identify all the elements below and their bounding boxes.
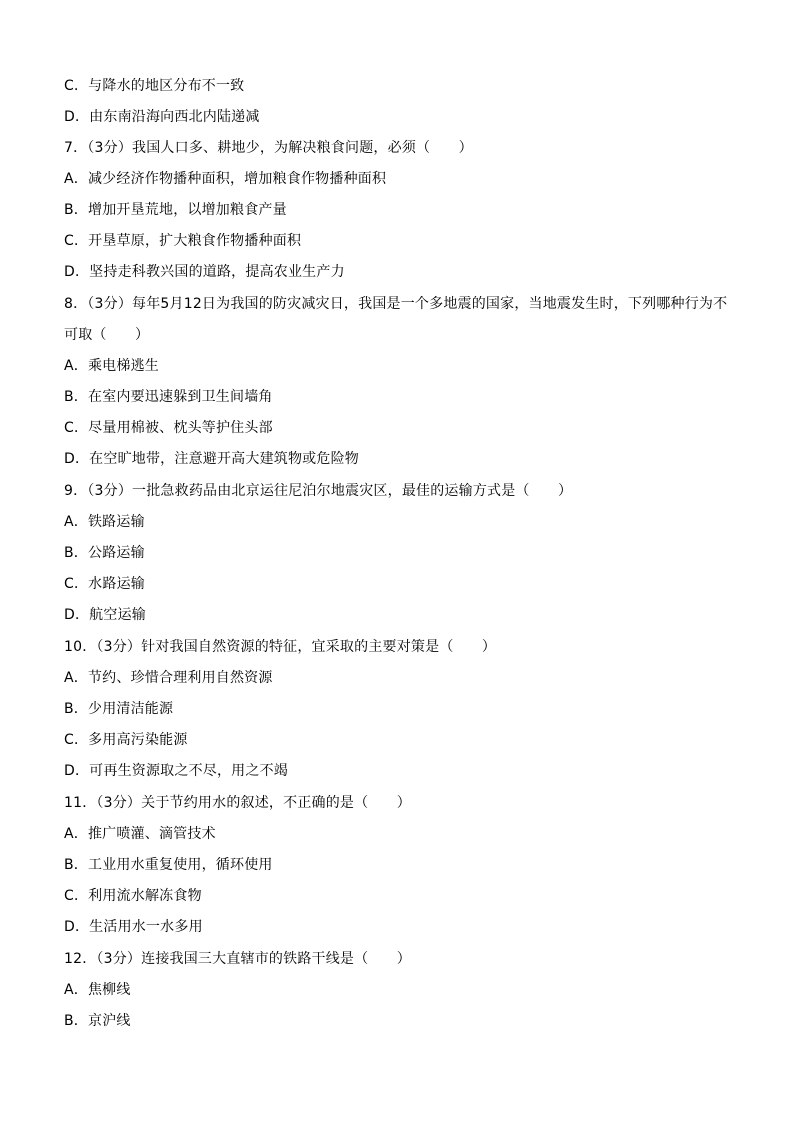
q9-option-b: B．公路运输 (64, 545, 145, 561)
q10-option-a: A．节约、珍惜合理利用自然资源 (64, 670, 273, 686)
q11-option-d: D．生活用水一水多用 (64, 919, 203, 935)
q9-option-d: D．航空运输 (64, 607, 146, 623)
q11-option-a: A．推广喷灌、滴管技术 (64, 826, 216, 842)
q11-stem: 11．（3分）关于节约用水的叙述，不正确的是（ ） (64, 795, 411, 811)
q8-option-d: D．在空旷地带，注意避开高大建筑物或危险物 (64, 451, 359, 467)
q9-option-a: A．铁路运输 (64, 514, 145, 530)
q8-stem-cont: 可取（ ） (64, 327, 150, 343)
q10-option-d: D．可再生资源取之不尽，用之不竭 (64, 763, 288, 779)
q8-option-a: A．乘电梯逃生 (64, 358, 159, 374)
q10-option-c: C．多用高污染能源 (64, 732, 188, 748)
q10-stem: 10．（3分）针对我国自然资源的特征，宜采取的主要对策是（ ） (64, 639, 497, 655)
q7-option-d: D．坚持走科教兴国的道路，提高农业生产力 (64, 264, 345, 280)
q12-stem: 12．（3分）连接我国三大直辖市的铁路干线是（ ） (64, 951, 411, 967)
q8-stem: 8．（3分）每年5月12日为我国的防灾减灾日，我国是一个多地震的国家，当地震发生时，下列哪种行为不 (64, 296, 728, 312)
q6-option-d: D．由东南沿海向西北内陆递减 (64, 109, 260, 125)
q7-option-c: C．开垦草原，扩大粮食作物播种面积 (64, 233, 302, 249)
q9-stem: 9．（3分）一批急救药品由北京运往尼泊尔地震灾区，最佳的运输方式是（ ） (64, 483, 573, 499)
q8-option-b: B．在室内要迅速躲到卫生间墙角 (64, 389, 273, 405)
q7-option-b: B．增加开垦荒地，以增加粮食产量 (64, 202, 287, 218)
q7-stem: 7．（3分）我国人口多、耕地少，为解决粮食问题，必须（ ） (64, 140, 473, 156)
q9-option-c: C．水路运输 (64, 576, 145, 592)
q11-option-b: B．工业用水重复使用，循环使用 (64, 857, 273, 873)
q11-option-c: C．利用流水解冻食物 (64, 888, 202, 904)
q10-option-b: B．少用清洁能源 (64, 701, 174, 717)
q8-option-c: C．尽量用棉被、枕头等护住头部 (64, 420, 273, 436)
q6-option-c: C．与降水的地区分布不一致 (64, 78, 245, 94)
q12-option-b: B．京沪线 (64, 1013, 131, 1029)
q12-option-a: A．焦柳线 (64, 982, 131, 998)
q7-option-a: A．减少经济作物播种面积，增加粮食作物播种面积 (64, 171, 387, 187)
